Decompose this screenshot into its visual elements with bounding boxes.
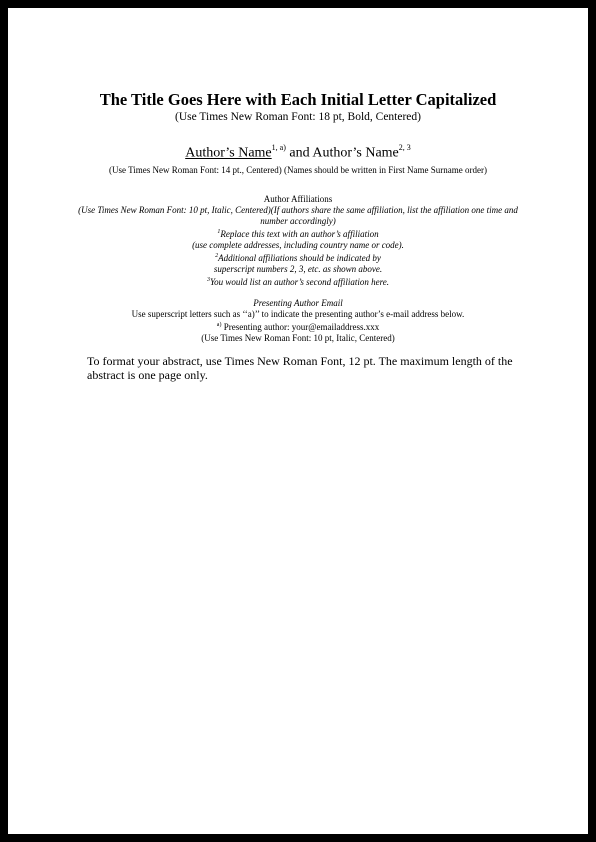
affiliation-line: $^3$You would list an author’s second affiliation here. [206,277,389,287]
author-font-note: (Use Times New Roman Font: 14 pt., Centered) (Names should be written in First Name Surname order) [109,165,487,175]
title-font-note: (Use Times New Roman Font: 18 pt, Bold, Centered) [175,111,421,123]
affiliations-instructions: (Use Times New Roman Font: 10 pt, Italic, Centered)(If authors share the same affiliation, list the affiliation one time and number accordingly) [78,205,518,226]
paper-title: The Title Goes Here with Each Initial Letter Capitalized [99,90,497,109]
affiliation-line: $^2$Additional affiliations should be indicated by [215,253,381,263]
affiliations-heading: Author Affiliations [263,194,333,204]
document-page [8,8,588,834]
affiliation-line: (use complete addresses, including country name or code). [192,240,404,250]
author-2-name: Author’s Name [312,145,399,161]
presenting-font-note: (Use Times New Roman Font: 10 pt, Italic, Centered) [201,333,395,343]
abstract-text: To format your abstract, use Times New Roman Font, 12 pt. The maximum length of the abstract is one page only. [87,354,513,382]
affiliation-line: $^1$Replace this text with an author’s affiliation [217,229,379,239]
affiliation-superscript: 2 [215,253,219,259]
author-2-superscript: 2, 3 [398,143,411,152]
author-conjunction: and [289,145,310,161]
affiliation-line: superscript numbers 2, 3, etc. as shown above. [213,264,383,274]
presenting-author-block [8,298,588,344]
presenting-instruction: Use superscript letters such as ‘‘a)’’ to indicate the presenting author’s e-mail address below. [131,309,465,319]
affiliation-superscript: 3 [206,277,210,283]
presenting-author-heading: Presenting Author Email [253,298,343,308]
affiliations-block [8,205,588,288]
affiliation-superscript: 1 [217,229,221,235]
author-1-superscript: 1, a) [271,143,286,152]
author-line [8,144,588,162]
author-1-name: Author’s Name [185,145,272,161]
presenting-superscript: a) [216,322,222,328]
presenting-email-line: $^{a)}$ Presenting author: your@emailaddress.xxx [216,322,380,332]
